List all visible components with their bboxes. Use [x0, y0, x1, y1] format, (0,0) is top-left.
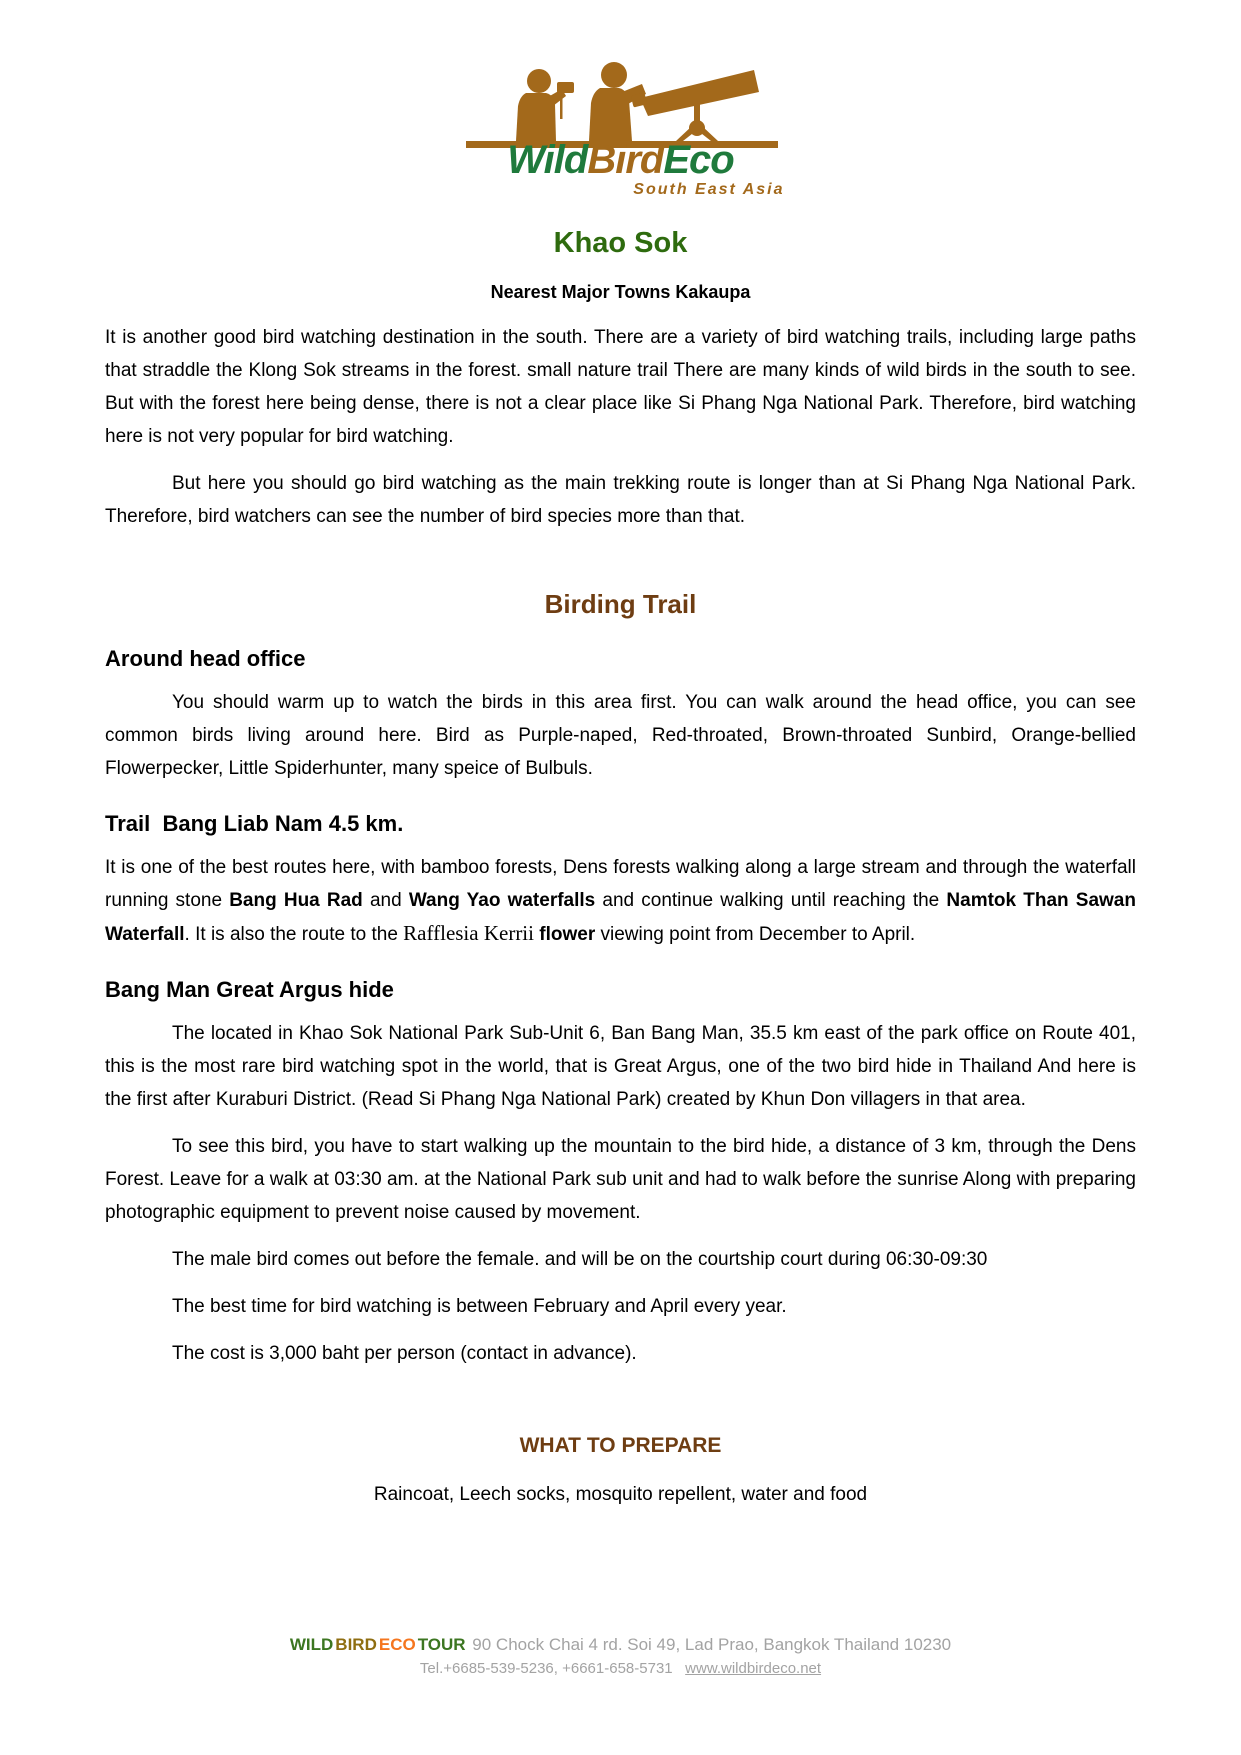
bang-man-paragraph-2: To see this bird, you have to start walking up the mountain to the bird hide, a distance of 3 km, through the Dens Forest. Leave for a walk at 03:30 am. at the National Park sub unit and had to walk before the sunrise Along with preparing photographic equipment to prevent noise caused by movement.	[105, 1136, 1136, 1223]
footer-website-link[interactable]: www.wildbirdeco.net	[685, 1660, 822, 1677]
bang-man-paragraph-3: The male bird comes out before the female. and will be on the courtship court during 06:30-09:30	[172, 1249, 988, 1270]
page-footer	[0, 1634, 1241, 1679]
footer-brand-tour: TOUR	[417, 1635, 466, 1654]
trail-segment-namtok-than-sawan: Namtok Than Sawan Waterfall	[105, 890, 1136, 945]
trail-segment-bang-hua-rad: Bang Hua Rad	[229, 890, 363, 911]
intro-paragraph-2: But here you should go bird watching as the main trekking route is longer than at Si Phang Nga National Park. Therefore, bird watchers can see the number of bird species more than that.	[105, 473, 1136, 527]
trail-segment: and	[362, 890, 409, 911]
heading-what-to-prepare: WHAT TO PREPARE	[519, 1434, 722, 1457]
heading-around-head-office: Around head office	[105, 646, 306, 671]
logo-word-eco: Eco	[663, 138, 734, 182]
footer-telephone: Tel.+6685-539-5236, +6661-658-5731	[419, 1660, 673, 1677]
page-title: Khao Sok	[553, 227, 688, 259]
intro-paragraph-1: It is another good bird watching destination in the south. There are a variety of bird watching trails, including large paths that straddle the Klong Sok streams in the forest. small nature trail There are many kinds of wild birds in the south to see. But with the forest here being dense, there is not a clear place like Si Phang Nga National Park. Therefore, bird watching here is not very popular for bird watching.	[105, 327, 1136, 447]
logo-word-bird: Bird	[587, 138, 664, 182]
footer-contact-line	[0, 1659, 1241, 1679]
footer-brand-wild: WILD	[289, 1635, 334, 1654]
page-subtitle: Nearest Major Towns Kakaupa	[490, 282, 751, 302]
bang-man-paragraph-5: The cost is 3,000 baht per person (contact in advance).	[172, 1343, 637, 1364]
trail-bang-liab-nam-paragraph	[105, 851, 1136, 951]
footer-brand	[290, 1635, 468, 1654]
prepare-items-text: Raincoat, Leech socks, mosquito repellent, water and food	[373, 1484, 868, 1505]
trail-segment-wang-yao: Wang Yao waterfalls	[408, 890, 596, 911]
heading-trail-bang-liab-nam: Trail Bang Liab Nam 4.5 km.	[105, 811, 404, 836]
logo-word-wild: Wild	[507, 138, 588, 182]
trail-segment-flower: flower	[539, 924, 596, 945]
footer-brand-bird: BIRD	[335, 1635, 377, 1654]
trail-segment: It is one of the best routes here, with bamboo forests, Dens forests walking along a large stream and through the waterfall running stone	[105, 857, 1136, 911]
company-logo	[451, 0, 791, 199]
heading-bang-man-great-argus-hide: Bang Man Great Argus hide	[105, 977, 394, 1002]
around-head-office-paragraph: You should warm up to watch the birds in this area first. You can walk around the head office, you can see common birds living around here. Bird as Purple-naped, Red-throated, Brown-throated Sunbird, Orange-bellied Flowerpecker, Little Spiderhunter, many speice of Bulbuls.	[105, 692, 1136, 779]
footer-address-line	[0, 1634, 1241, 1656]
section-title-birding-trail: Birding Trail	[544, 589, 697, 619]
bang-man-paragraph-4: The best time for bird watching is between February and April every year.	[172, 1296, 787, 1317]
trail-segment: viewing point from December to April.	[595, 924, 916, 945]
trail-segment: . It is also the route to the	[184, 924, 404, 945]
bang-man-paragraph-1: The located in Khao Sok National Park Sub-Unit 6, Ban Bang Man, 35.5 km east of the park office on Route 401, this is the most rare bird watching spot in the world, that is Great Argus, one of the two bird hide in Thailand And here is the first after Kuraburi District. (Read Si Phang Nga National Park) created by Khun Don villagers in that area.	[105, 1023, 1136, 1110]
trail-segment-rafflesia-kerrii: Rafflesia Kerrii	[403, 921, 534, 945]
footer-brand-eco: ECO	[378, 1635, 416, 1654]
logo-tagline: South East Asia	[633, 181, 785, 198]
footer-address: 90 Chock Chai 4 rd. Soi 49, Lad Prao, Bangkok Thailand 10230	[472, 1635, 952, 1654]
trail-segment: and continue walking until reaching the	[595, 890, 947, 911]
